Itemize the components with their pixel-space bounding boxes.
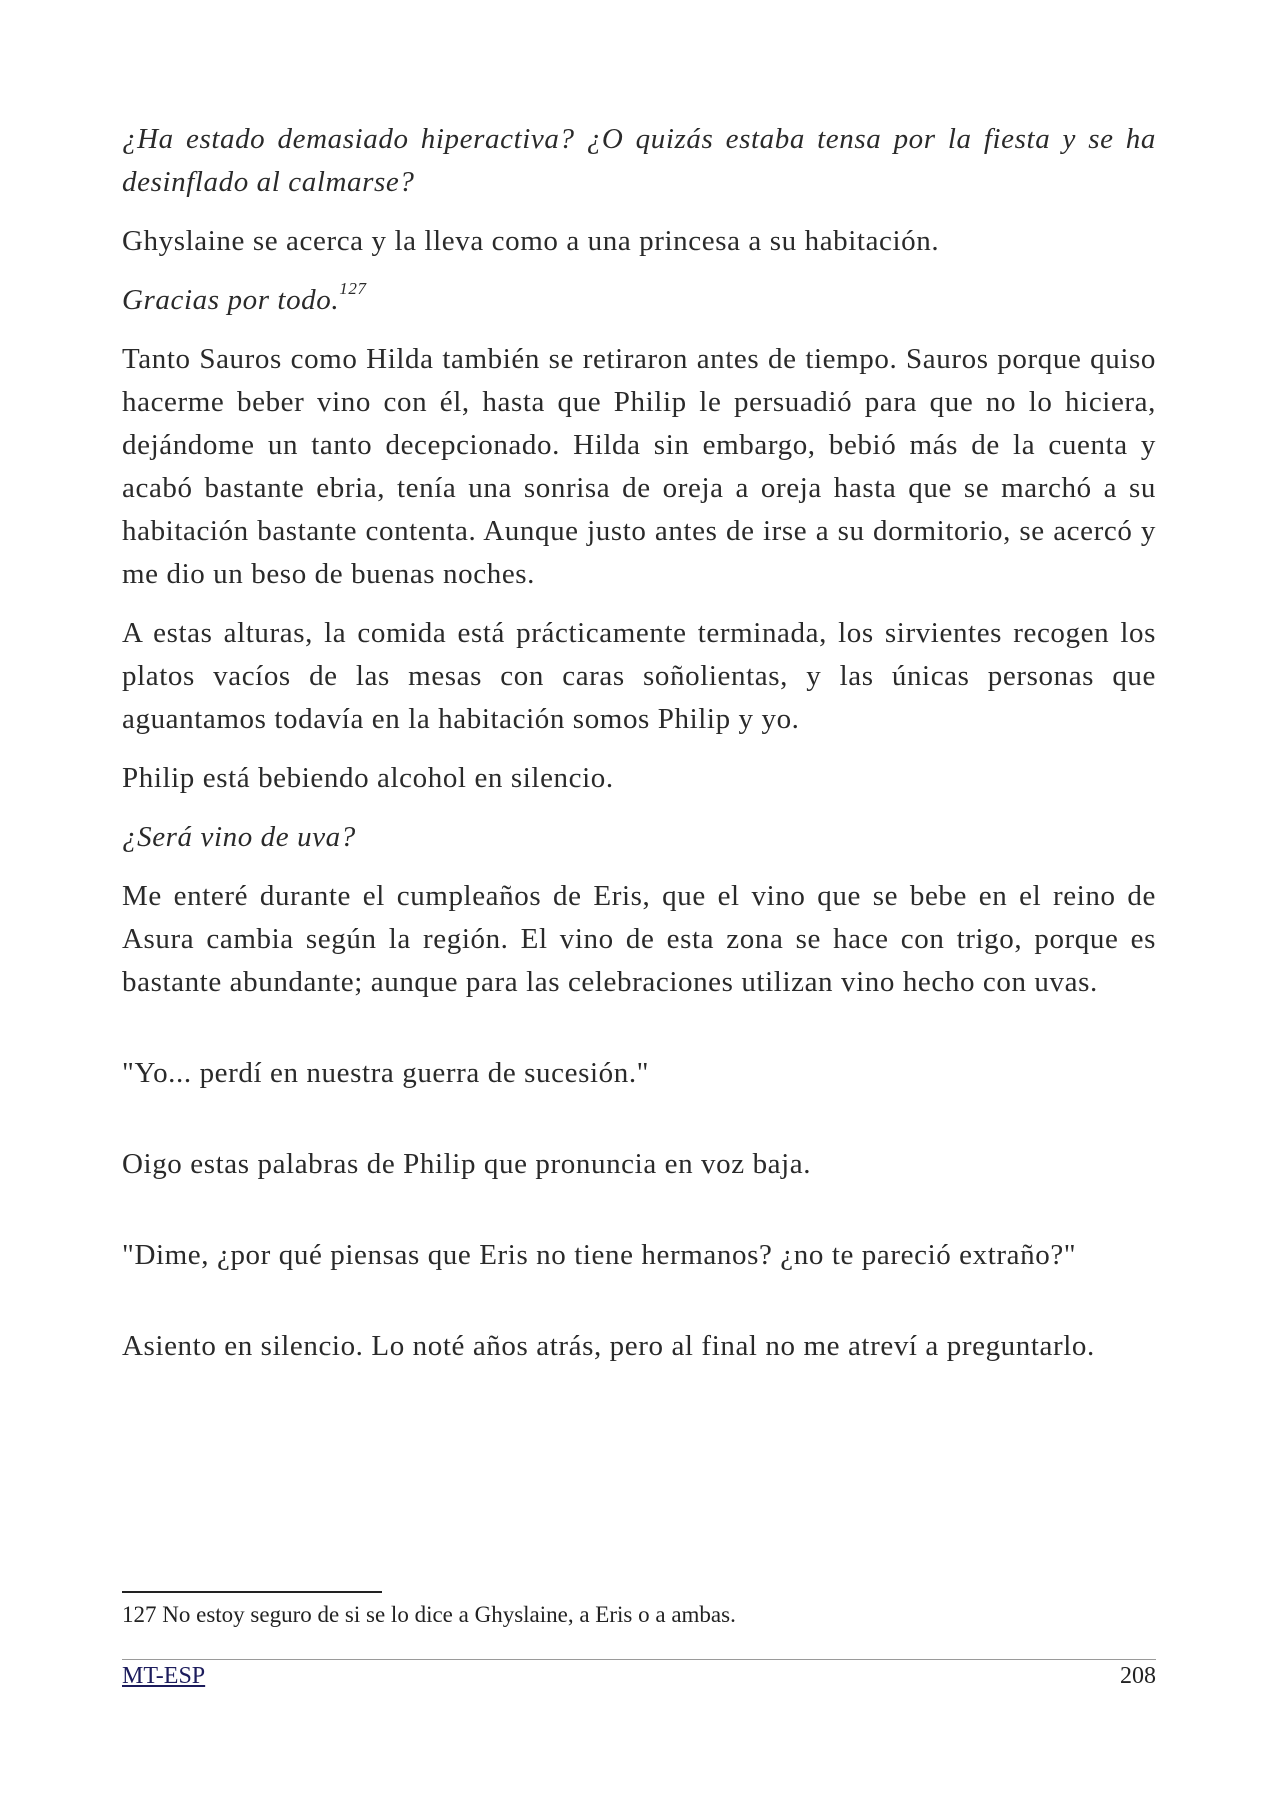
paragraph-4: Tanto Sauros como Hilda también se retiraron antes de tiempo. Sauros porque quiso hacerme beber vino con él, hasta que Philip le persuadió para que no lo hiciera, dejándome un tanto decepcionado. Hilda sin embargo, bebió más de la cuenta y acabó bastante ebria, tenía una sonrisa de oreja a oreja hasta que se marchó a su habitación bastante contenta. Aunque justo antes de irse a su dormitorio, se acercó y me dio un beso de buenas noches.: [122, 343, 1156, 590]
paragraph-3-text: Gracias por todo.: [122, 284, 340, 316]
paragraph-1-thought: ¿Ha estado demasiado hiperactiva? ¿O quizás estaba tensa por la fiesta y se ha desinflado al calmarse?: [122, 123, 1156, 198]
paragraph-2: Ghyslaine se acerca y la lleva como a una princesa a su habitación.: [122, 225, 940, 257]
paragraph-6: Philip está bebiendo alcohol en silencio.: [122, 762, 614, 794]
paragraph-10: Oigo estas palabras de Philip que pronuncia en voz baja.: [122, 1148, 812, 1180]
page-number: 208: [1120, 1663, 1156, 1689]
paragraph-8: Me enteré durante el cumpleaños de Eris, que el vino que se bebe en el reino de Asura cambia según la región. El vino de esta zona se hace con trigo, porque es bastante abundante; aunque para las celebraciones utilizan vino hecho con uvas.: [122, 880, 1156, 998]
paragraph-3-thought: [122, 279, 1156, 322]
paragraph-12: Asiento en silencio. Lo noté años atrás, pero al final no me atreví a preguntarlo.: [122, 1330, 1095, 1362]
page-body: [122, 118, 1156, 1368]
dialogue-2: "Dime, ¿por qué piensas que Eris no tiene hermanos? ¿no te pareció extraño?": [122, 1239, 1077, 1271]
footer-link-mt-esp[interactable]: MT-ESP: [122, 1663, 206, 1689]
paragraph-5: A estas alturas, la comida está prácticamente terminada, los sirvientes recogen los platos vacíos de las mesas con caras soñolientas, y las únicas personas que aguantamos todavía en la habitación somos Philip y yo.: [122, 617, 1156, 735]
dialogue-1: "Yo... perdí en nuestra guerra de sucesión.": [122, 1057, 650, 1089]
footnote-127: 127 No estoy seguro de si se lo dice a Ghyslaine, a Eris o a ambas.: [122, 1602, 736, 1627]
footnote-reference-127[interactable]: 127: [339, 279, 367, 299]
paragraph-7-thought: ¿Será vino de uva?: [122, 821, 356, 853]
footnote-divider: [122, 1591, 382, 1593]
page-footer: [122, 1660, 1156, 1692]
